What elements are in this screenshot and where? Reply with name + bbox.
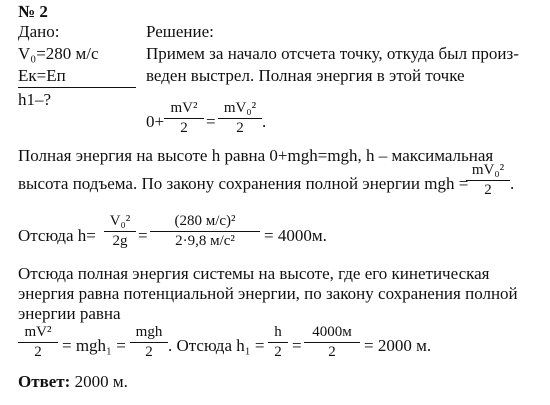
eq3-fraction-3 xyxy=(268,324,288,361)
eq3-den-3: 2 xyxy=(274,344,282,360)
given-energy: Eк=Eп xyxy=(18,66,66,85)
eq2-fraction-1 xyxy=(104,213,136,250)
eq3-num-1: mV² xyxy=(24,324,52,340)
eq3-fraction-4 xyxy=(304,324,360,361)
given-question: h1–? xyxy=(18,90,52,109)
eq3-den-4: 2 xyxy=(328,344,336,360)
given-label: Дано: xyxy=(18,22,60,41)
eq2-prefix: Отсюда h= xyxy=(18,226,96,245)
eq3-fraction-1 xyxy=(18,324,58,361)
eq3-equals: = xyxy=(292,336,302,355)
given-v0: V₀=280 м/с xyxy=(18,44,99,63)
eq1-num-1: mV² xyxy=(170,100,198,116)
answer-value: 2000 м. xyxy=(70,372,128,391)
solution-line-3: Полная энергия на высоте h равна 0+mgh=mgh, h – максимальная xyxy=(18,146,494,165)
line4-den: 2 xyxy=(484,182,492,198)
eq1-equals: = xyxy=(206,112,216,131)
line4-fraction xyxy=(466,162,510,199)
eq2-num-2: (280 м/с)² xyxy=(174,213,236,229)
problem-number: № 2 xyxy=(18,2,48,21)
eq1-fraction-1 xyxy=(164,100,204,137)
eq1-end: . xyxy=(262,112,267,131)
line4-num: mV₀² xyxy=(471,162,505,178)
answer-label: Ответ: xyxy=(18,372,71,391)
line4-end: . xyxy=(510,174,515,193)
eq1-fraction-2 xyxy=(218,100,262,137)
eq2-den-1: 2g xyxy=(112,233,128,249)
eq3-fraction-2 xyxy=(130,324,168,361)
eq3-num-3: h xyxy=(274,324,282,340)
solution-line-5: Отсюда полная энергия системы на высоте, где его кинетическая xyxy=(18,264,490,283)
eq3-den-2: 2 xyxy=(145,344,153,360)
eq2-den-2: 2·9,8 м/с² xyxy=(175,233,235,249)
eq1-num-2: mV₀² xyxy=(223,100,257,116)
eq2-result: = 4000м. xyxy=(264,226,327,245)
eq3-num-4: 4000м xyxy=(312,324,352,340)
solution-label: Решение: xyxy=(146,22,214,41)
answer-line xyxy=(18,372,128,392)
eq3-num-2: mgh xyxy=(135,324,163,340)
eq1-prefix: 0+ xyxy=(146,112,165,131)
eq2-num-1: V₀² xyxy=(109,213,131,229)
eq3-mid-2: . Отсюда h₁ = xyxy=(168,336,265,355)
eq3-result: = 2000 м. xyxy=(364,336,432,355)
solution-line-1: Примем за начало отсчета точку, откуда был произ- xyxy=(146,44,519,63)
solution-line-6: энергия равна потенциальной энергии, по закону сохранения полной xyxy=(18,284,518,303)
solution-line-2: веден выстрел. Полная энергия в этой точке xyxy=(146,66,465,85)
eq1-den-2: 2 xyxy=(236,120,244,136)
eq2-fraction-2 xyxy=(150,213,260,250)
eq1-den-1: 2 xyxy=(180,120,188,136)
eq2-equals: = xyxy=(138,226,148,245)
solution-line-7: энергии равна xyxy=(18,304,121,323)
eq3-mid-1: = mgh₁ = xyxy=(62,336,126,355)
given-rule xyxy=(18,87,136,88)
eq3-den-1: 2 xyxy=(34,344,42,360)
solution-line-4: высота подъема. По закону сохранения полной энергии mgh = xyxy=(18,174,469,193)
